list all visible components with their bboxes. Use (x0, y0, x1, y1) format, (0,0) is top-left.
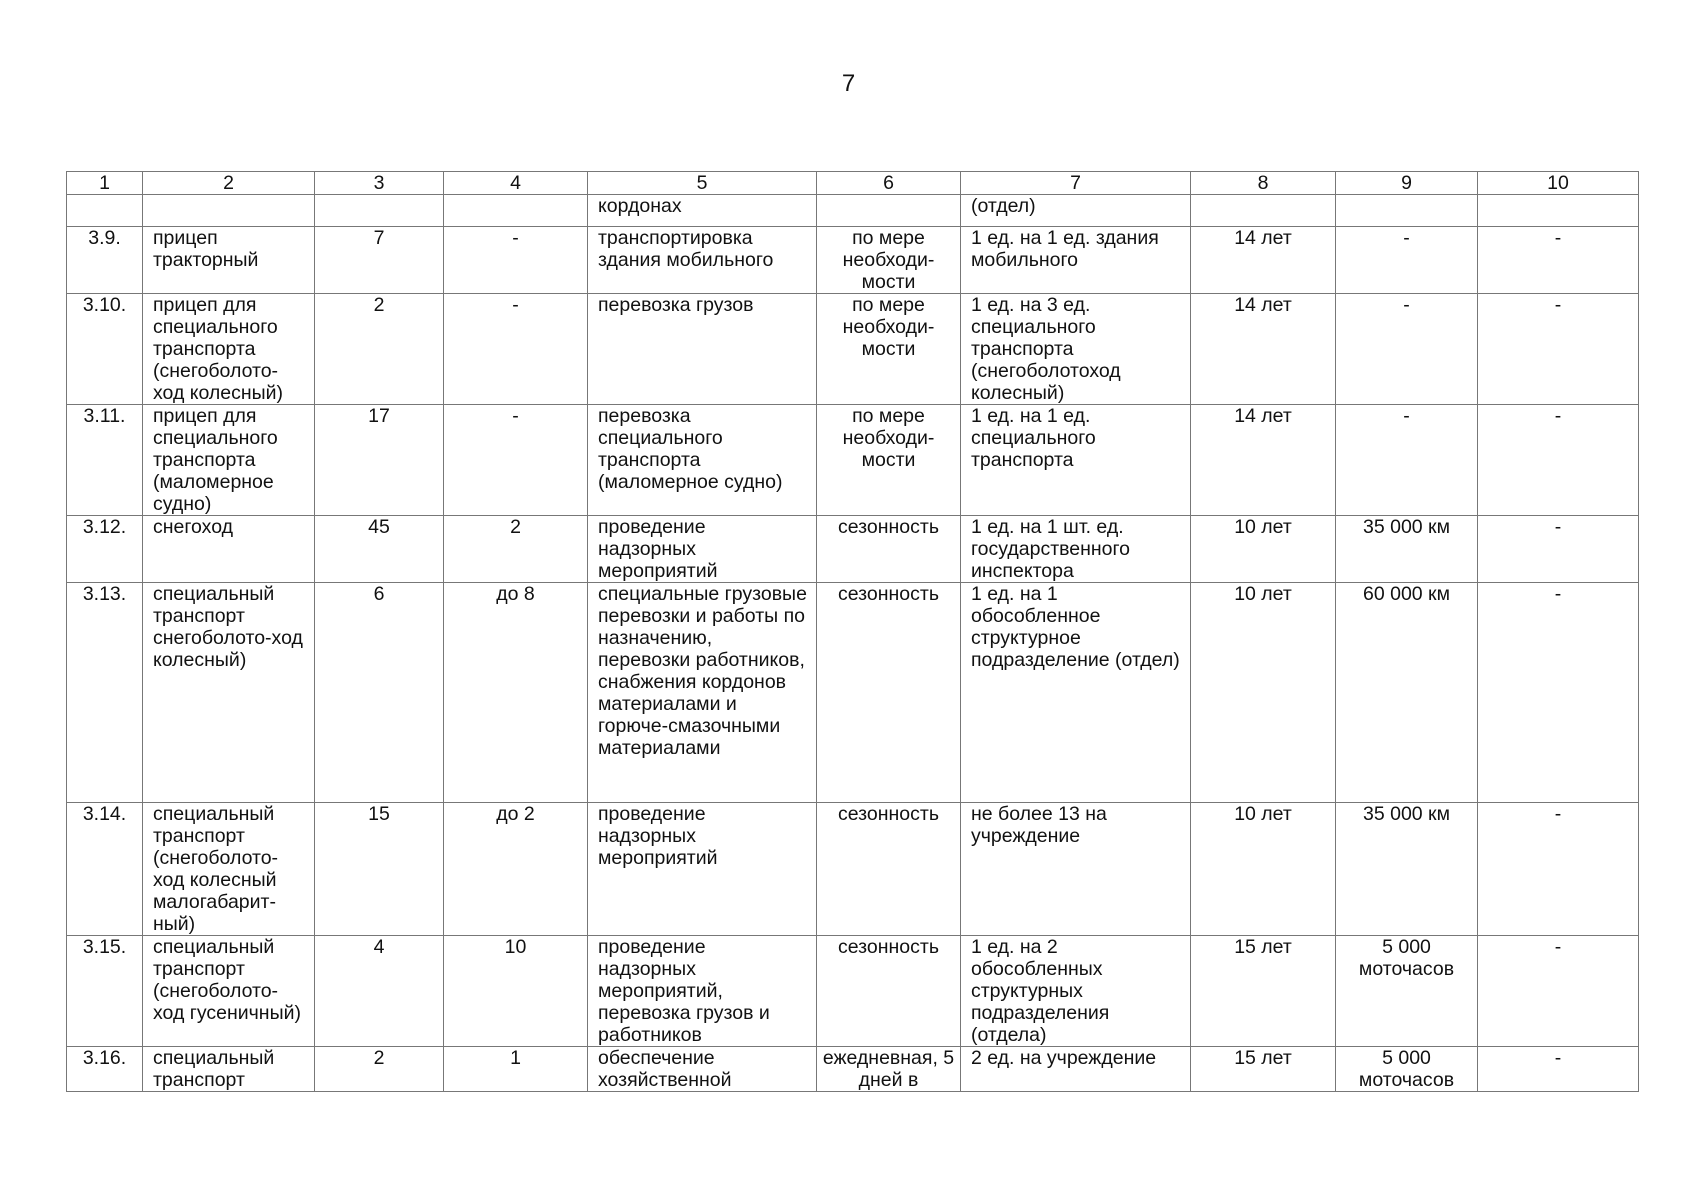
table-row (67, 405, 1639, 516)
table-cell: 6 (315, 583, 444, 803)
table-cell (315, 195, 444, 227)
table-row (67, 516, 1639, 583)
table-cell: - (1336, 405, 1478, 516)
table-cell: 1 ед. на 1 обособленное структурное подразделение (отдел) (961, 583, 1191, 803)
table-row (67, 227, 1639, 294)
table-cell: 7 (315, 227, 444, 294)
table-cell: 3.10. (67, 294, 143, 405)
table-cell: - (1478, 1047, 1639, 1092)
table-cell: 60 000 км (1336, 583, 1478, 803)
table-cell: 3.15. (67, 936, 143, 1047)
continuation-row (67, 195, 1639, 227)
table-cell (1478, 195, 1639, 227)
table-cell: до 2 (444, 803, 588, 936)
table-cell (143, 195, 315, 227)
table-cell: по мере необходи-мости (817, 294, 961, 405)
header-cell: 5 (588, 172, 817, 195)
table-cell: - (1478, 936, 1639, 1047)
table-cell: - (444, 294, 588, 405)
table-cell: 3.11. (67, 405, 143, 516)
table-cell: 3.14. (67, 803, 143, 936)
table-cell (67, 195, 143, 227)
table-cell: по мере необходи-мости (817, 405, 961, 516)
table-cell: перевозка грузов (588, 294, 817, 405)
table-cell: 5 000 моточасов (1336, 936, 1478, 1047)
header-row (67, 172, 1639, 195)
table-cell: по мере необходи-мости (817, 227, 961, 294)
table-cell: - (1478, 227, 1639, 294)
table-cell: 2 (444, 516, 588, 583)
table-cell: 3.13. (67, 583, 143, 803)
table-cell: 3.12. (67, 516, 143, 583)
table-cell: перевозка специального транспорта (маломерное судно) (588, 405, 817, 516)
table-row (67, 583, 1639, 803)
table-cell: транспортировка здания мобильного (588, 227, 817, 294)
table-cell: - (444, 405, 588, 516)
table-row (67, 294, 1639, 405)
table-cell: 17 (315, 405, 444, 516)
table-cell: 1 (444, 1047, 588, 1092)
table-cell: 3.9. (67, 227, 143, 294)
table-cell: 35 000 км (1336, 803, 1478, 936)
table-cell: 1 ед. на 1 ед. специального транспорта (961, 405, 1191, 516)
table-cell: 1 ед. на 3 ед. специального транспорта (снегоболотоход колесный) (961, 294, 1191, 405)
table-row (67, 1047, 1639, 1092)
table-cell: - (1336, 227, 1478, 294)
header-cell: 7 (961, 172, 1191, 195)
header-cell: 3 (315, 172, 444, 195)
table-cell: 4 (315, 936, 444, 1047)
data-table (66, 171, 1639, 1092)
table-cell: 15 лет (1191, 1047, 1336, 1092)
table-cell: специальный транспорт (снегоболото-ход колесный малогабарит-ный) (143, 803, 315, 936)
table-cell: 5 000 моточасов (1336, 1047, 1478, 1092)
table-cell: - (1478, 516, 1639, 583)
table-cell: - (1336, 294, 1478, 405)
table-cell: 2 (315, 294, 444, 405)
table-cell: 3.16. (67, 1047, 143, 1092)
table-cell: 2 ед. на учреждение (961, 1047, 1191, 1092)
table-cell: - (1478, 405, 1639, 516)
table-cell: прицеп для специального транспорта (снегоболото-ход колесный) (143, 294, 315, 405)
table-cell: сезонность (817, 516, 961, 583)
table-cell (817, 195, 961, 227)
table-cell: 10 (444, 936, 588, 1047)
table-cell: проведение надзорных мероприятий, перевозка грузов и работников (588, 936, 817, 1047)
table-cell: специальный транспорт (снегоболото-ход гусеничный) (143, 936, 315, 1047)
table-cell: 15 лет (1191, 936, 1336, 1047)
table-cell: - (444, 227, 588, 294)
table-cell: обеспечение хозяйственной (588, 1047, 817, 1092)
table-cell: снегоход (143, 516, 315, 583)
table-cell: специальные грузовые перевозки и работы по назначению, перевозки работников, снабжения кордонов материалами и горюче-смазочными материалами (588, 583, 817, 803)
header-cell: 10 (1478, 172, 1639, 195)
header-cell: 8 (1191, 172, 1336, 195)
table-cell: 14 лет (1191, 227, 1336, 294)
table-cell: 15 (315, 803, 444, 936)
table-cell: 35 000 км (1336, 516, 1478, 583)
table-cell (1336, 195, 1478, 227)
table-cell: 10 лет (1191, 803, 1336, 936)
table-cell: 1 ед. на 1 шт. ед. государственного инспектора (961, 516, 1191, 583)
table-cell: - (1478, 803, 1639, 936)
table-cell: сезонность (817, 583, 961, 803)
table-cell: 10 лет (1191, 516, 1336, 583)
table-cell: 14 лет (1191, 405, 1336, 516)
header-cell: 2 (143, 172, 315, 195)
table-cell (444, 195, 588, 227)
header-cell: 4 (444, 172, 588, 195)
table-cell: - (1478, 583, 1639, 803)
header-cell: 1 (67, 172, 143, 195)
table-cell: - (1478, 294, 1639, 405)
table-cell: специальный транспорт (143, 1047, 315, 1092)
table-cell: прицеп для специального транспорта (маломерное судно) (143, 405, 315, 516)
header-cell: 9 (1336, 172, 1478, 195)
table-cell: проведение надзорных мероприятий (588, 516, 817, 583)
table-cell: 1 ед. на 1 ед. здания мобильного (961, 227, 1191, 294)
table-cell: не более 13 на учреждение (961, 803, 1191, 936)
table-cell: ежедневная, 5 дней в (817, 1047, 961, 1092)
table-cell: 14 лет (1191, 294, 1336, 405)
table-cell: 45 (315, 516, 444, 583)
table-cell: (отдел) (961, 195, 1191, 227)
table-cell: сезонность (817, 936, 961, 1047)
table-cell: проведение надзорных мероприятий (588, 803, 817, 936)
table-row (67, 936, 1639, 1047)
header-cell: 6 (817, 172, 961, 195)
table-cell: до 8 (444, 583, 588, 803)
table-cell: специальный транспорт снегоболото-ход колесный) (143, 583, 315, 803)
table-row (67, 803, 1639, 936)
table-cell (1191, 195, 1336, 227)
table-cell: кордонах (588, 195, 817, 227)
table-cell: 2 (315, 1047, 444, 1092)
table-cell: сезонность (817, 803, 961, 936)
table-cell: прицеп тракторный (143, 227, 315, 294)
page-number: 7 (841, 70, 856, 97)
table-cell: 10 лет (1191, 583, 1336, 803)
table-cell: 1 ед. на 2 обособленных структурных подразделения (отдела) (961, 936, 1191, 1047)
